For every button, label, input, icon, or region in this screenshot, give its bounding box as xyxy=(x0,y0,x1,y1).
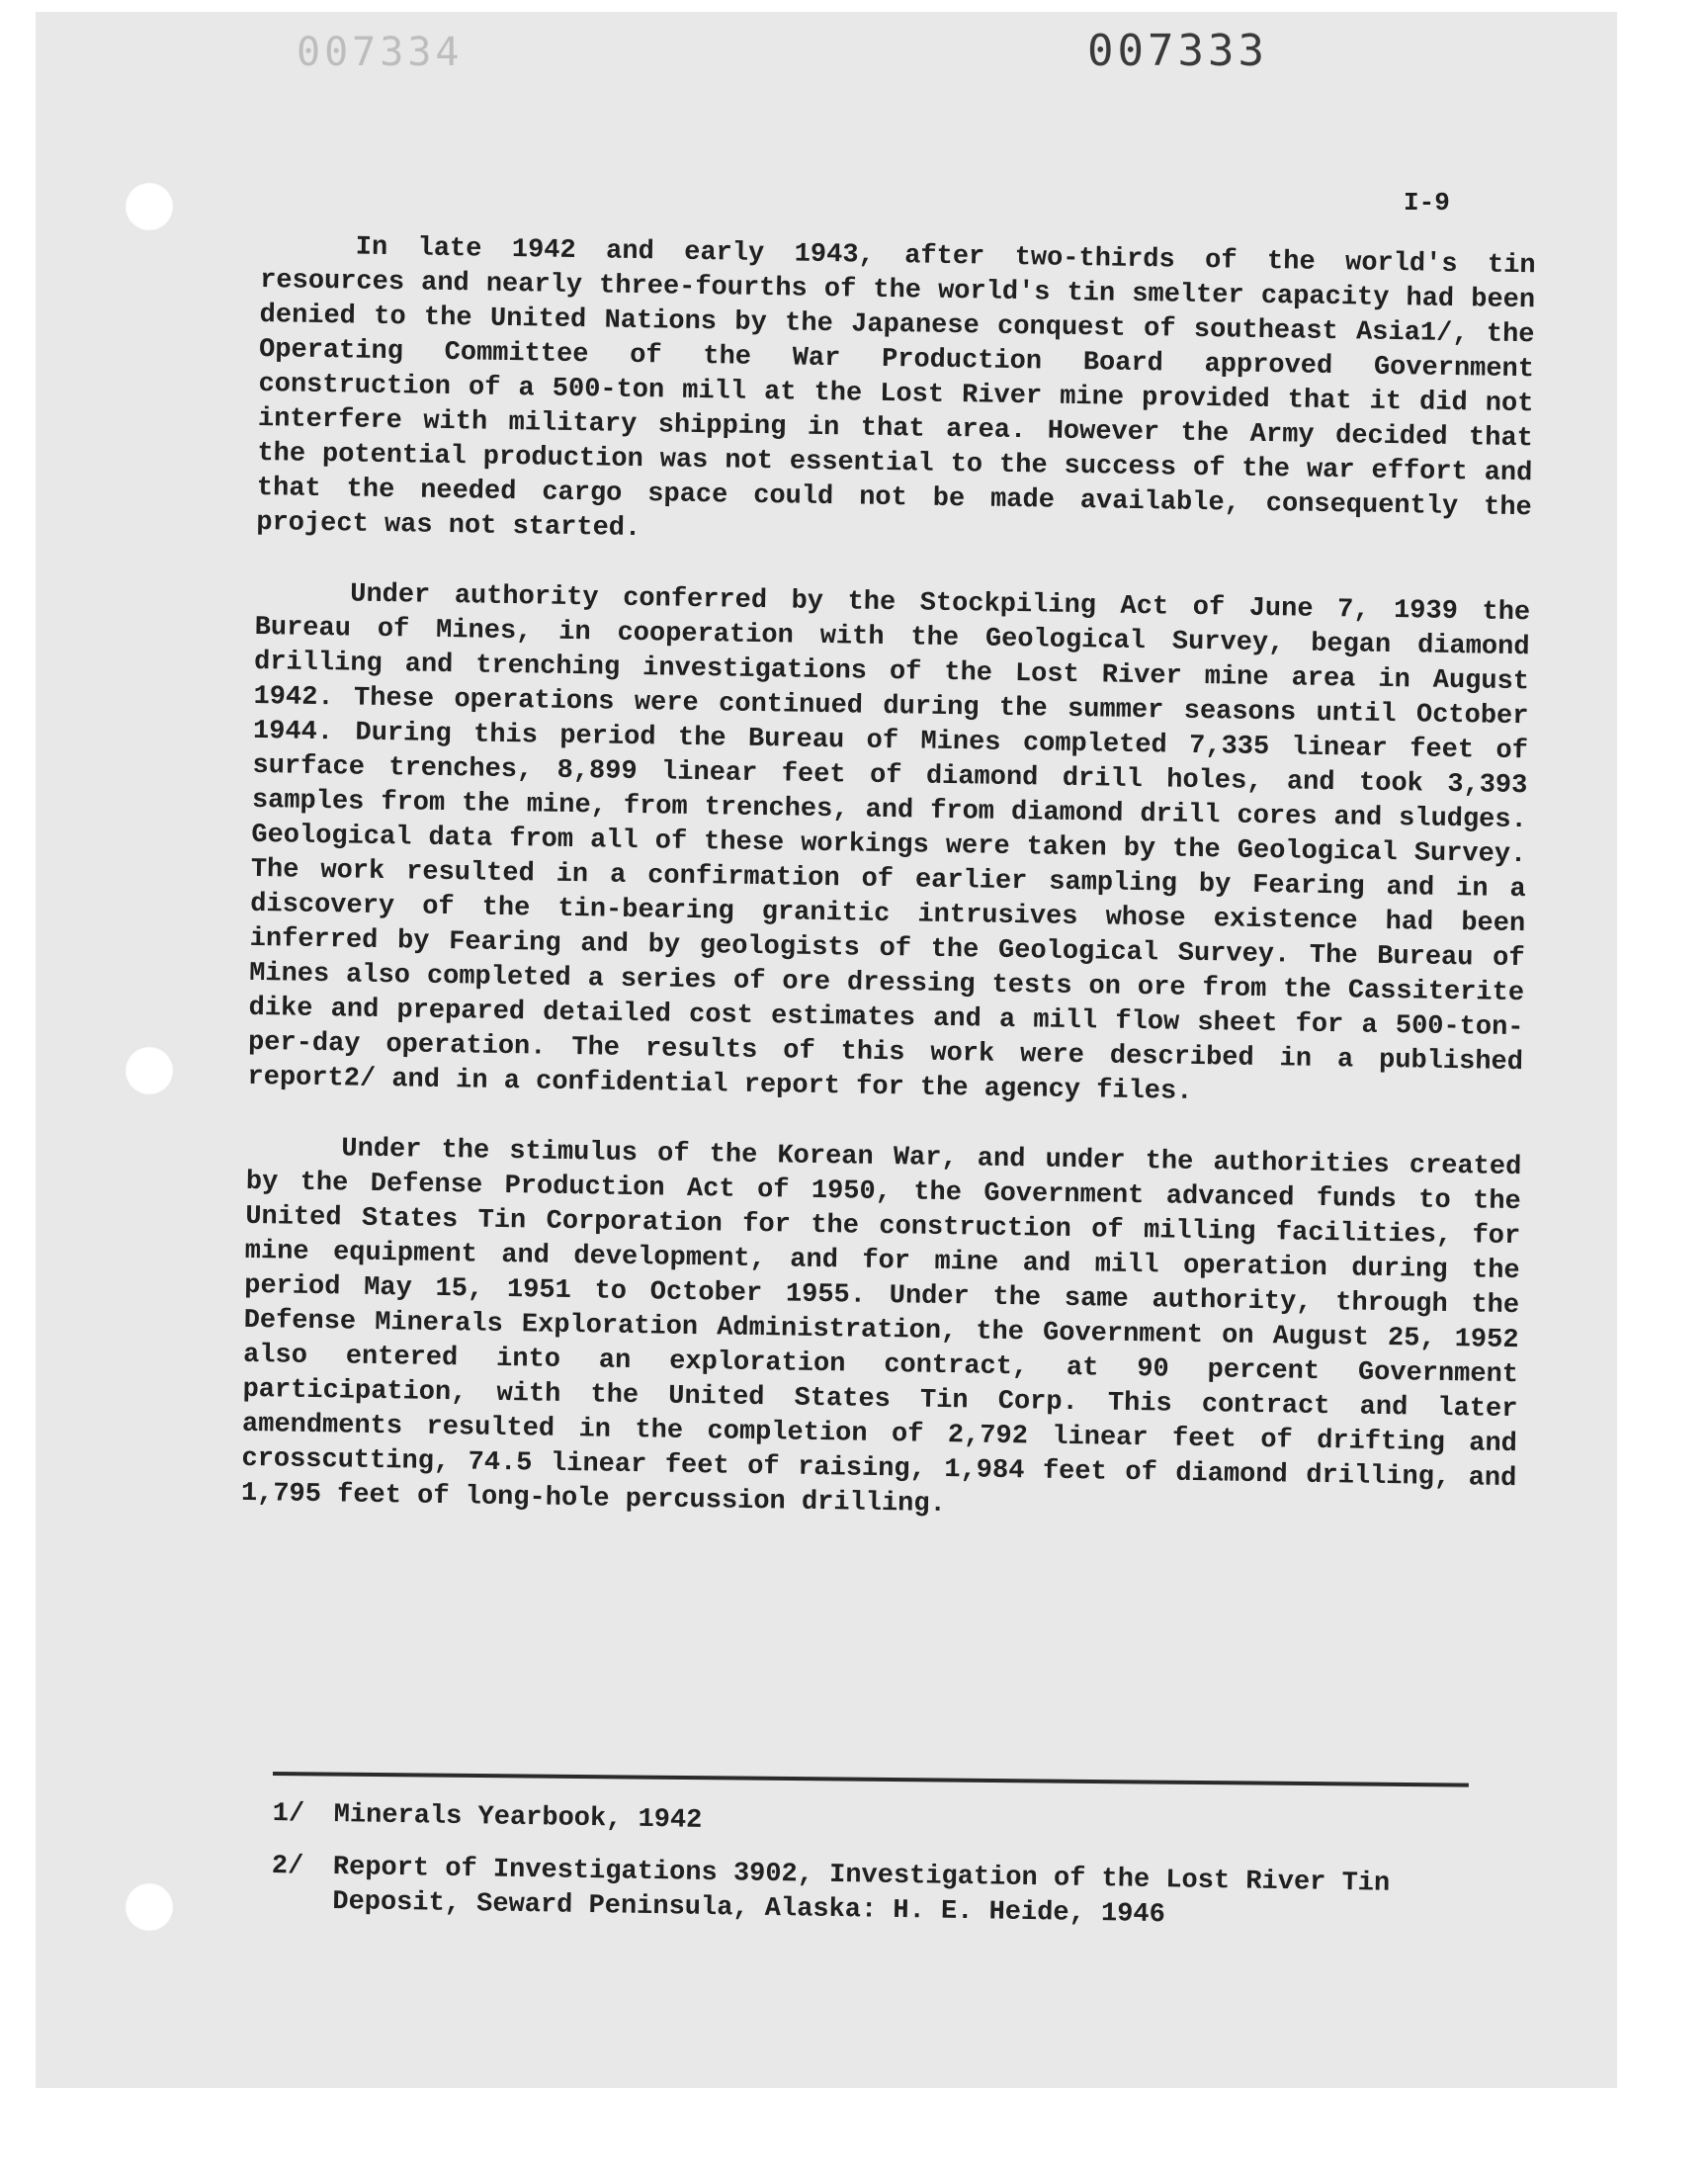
body-text xyxy=(240,229,1536,1567)
punch-hole-bottom xyxy=(125,1882,174,1932)
footnote-text: Report of Investigations 3902, Investigation of the Lost River Tin Deposit, Seward Peninsula, Alaska: H. E. Heide, 1946 xyxy=(332,1852,1391,1931)
punch-hole-middle xyxy=(125,1046,174,1095)
footnotes xyxy=(271,1797,1498,1956)
footnote-text: Minerals Yearbook, 1942 xyxy=(333,1799,703,1836)
faint-document-number-stamp: 007334 xyxy=(297,30,464,75)
paragraph-korean-war-funding: Under the stimulus of the Korean War, and under the authorities created by the Defense Production Act of 1950, the Government advanced funds to the United States Tin Corporation for the construction of milling facilities, for mine equipment and development, and for mine and mill operation during the period May 15, 1951 to October 1955. Under the same authority, through the Defense Minerals Exploration Administration, the Government on August 25, 1952 also entered into an exploration contract, at 90 percent Government participation, with the United States Tin Corp. This contract and later amendments resulted in the completion of 2,792 linear feet of drifting and crosscutting, 74.5 linear feet of raising, 1,984 feet of diamond drilling, and 1,795 feet of long-hole percussion drilling. xyxy=(240,1134,1522,1521)
footnote-marker: 1/ xyxy=(272,1798,305,1830)
punch-hole-top xyxy=(125,182,174,231)
paragraph-bureau-of-mines-investigations: Under authority conferred by the Stockpiling Act of June 7, 1939 the Bureau of Mines, in cooperation with the Geological Survey, began diamond drilling and trenching investigations of the Lost River mine area in August 1942. These operations were continued during the summer seasons until October 1944. During this period the Bureau of Mines completed 7,335 linear feet of surface trenches, 8,899 linear feet of diamond drill holes, and took 3,393 samples from the mine, from trenches, and from diamond drill cores and sludges. Geological data from all of these workings were taken by the Geological Survey. The work resulted in a confirmation of earlier sampling by Fearing and in a discovery of the tin-bearing granitic intrusives whose existence had been inferred by Fearing and by geologists of the Geological Survey. The Bureau of Mines also completed a series of ore dressing tests on ore from the Cassiterite dike and prepared detailed cost estimates and a mill flow sheet for a 500-ton-per-day operation. The results of this work were described in a published report2/ and in a confidential report for the agency files. xyxy=(247,579,1531,1107)
footnote-2 xyxy=(271,1850,1497,1938)
paragraph-tin-mill-proposal: In late 1942 and early 1943, after two-thirds of the world's tin resources and nearly three-fourths of the world's tin smelter capacity had been denied to the United Nations by the Japanese conquest of southeast Asia1/, the Operating Committee of the War Production Board approved Government construction of a 500-ton mill at the Lost River mine provided that it did not interfere with military shipping in that area. However the Army decided that the potential production was not essential to the success of the war effort and that the needed cargo space could not be made available, consequently the project was not started. xyxy=(256,232,1536,545)
page-number: I-9 xyxy=(1404,188,1450,218)
document-number-stamp: 007333 xyxy=(1087,26,1268,76)
footnote-marker: 2/ xyxy=(271,1851,304,1882)
